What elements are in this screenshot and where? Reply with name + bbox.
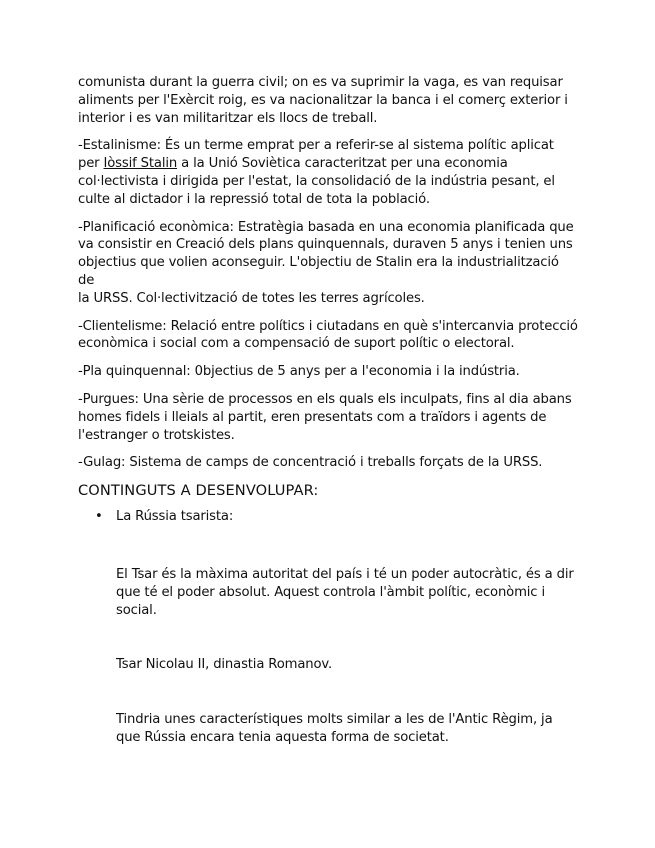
estalinisme-text-end: a la Unió Soviètica caracteritzat per una economia col·lectivista i dirigida per l'estat, la consolidació de la indústria pesant, el culte al dictador i la repressió total de tota la població. [78, 156, 555, 207]
paragraph-tsar: El Tsar és la màxima autoritat del país i té un poder autocràtic, és a dir que té el poder absolut. Aquest controla l'àmbit polític, econòmic i social. [116, 566, 574, 618]
bullet-icon: • [95, 509, 103, 525]
paragraph-pla-quinquennal: -Pla quinquennal: 0bjectius de 5 anys per a l'economia i la indústria. [78, 364, 520, 380]
paragraph-purgues: -Purgues: Una sèrie de processos en els quals els inculpats, fins al dia abans homes fidels i lleials al partit, eren presentats com a traïdors i agents de l'estranger o trotskistes. [78, 391, 572, 443]
paragraph-clientelisme: -Clientelisme: Relació entre polítics i ciutadans en què s'intercanvia protecció econòmica i social com a compensació de suport polític o electoral. [78, 318, 578, 352]
paragraph-planificacio: -Planificació econòmica: Estratègia basada en una economia planificada que va consistir en Creació dels plans quinquennals, duraven 5 anys i tenien uns objectius que volien aconseguir. L'objectiu de Stalin era la industrialització de la URSS. Col·lectivització de totes les terres agrícoles. [78, 219, 574, 306]
paragraph-estalinisme [78, 137, 578, 208]
document-body [78, 74, 578, 747]
paragraph-nicolau: Tsar Nicolau II, dinastia Romanov. [116, 657, 333, 673]
list-item-label: La Rússia tsarista: [116, 509, 234, 525]
paragraph-antic-regim: Tindria unes característiques molts similar a les de l'Antic Règim, ja que Rússia encara tenia aquesta forma de societat. [116, 712, 553, 745]
estalinisme-text-start: -Estalinisme: És un terme emprat per a referir-se al sistema polític aplicat per [78, 138, 554, 172]
paragraph-gulag: -Gulag: Sistema de camps de concentració i treballs forçats de la URSS. [78, 455, 543, 471]
list-item [78, 508, 578, 526]
paragraph-comunisme-de-guerra: comunista durant la guerra civil; on es va suprimir la vaga, es van requisar aliments per l'Exèrcit roig, es va nacionalitzar la banca i el comerç exterior i interior i es van militaritzar els llocs de treball. [78, 75, 568, 126]
stalin-link[interactable]: Iòssif Stalin [103, 156, 178, 172]
section-heading: CONTINGUTS A DESENVOLUPAR: [78, 482, 319, 500]
